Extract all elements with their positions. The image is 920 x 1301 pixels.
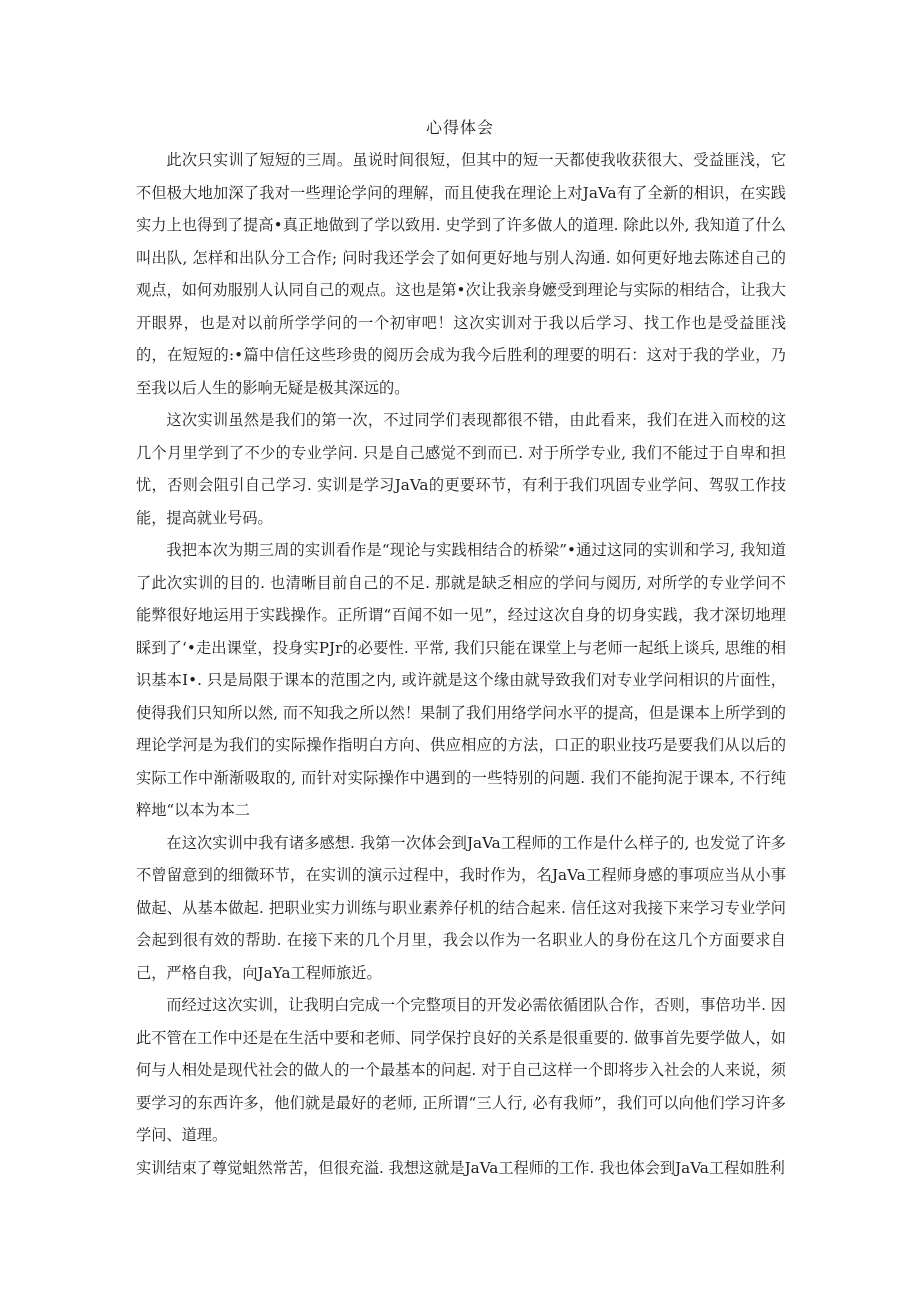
paragraph-1: 此次只实训了短短的三周。虽说时间很短，但其中的短一天都使我收获很大、受益匪浅，它不但极大地加深了我对一些理论学问的理解，而且使我在理论上对JaVa有了全新的相识，在实践实力上也得到了提高•真正地做到了学以致用. 史学到了许多做人的道理. 除此以外, 我知道了什么叫出队, 怎样和出队分工合作; 问时我还学会了如何更好地与别人沟通. 如何更好地去陈述自己的观点，如何劝服别人认同自己的观点。这也是第•次让我亲身嬷受到理论与实际的相结合，让我大开眼界，也是对以前所学学问的一个初审吧！这次实训对于我以后学习、找工作也是受益匪浅的，在短短的:•篇中信任这些珍贵的阅历会成为我今后胜利的理要的明石：这对于我的学业，乃至我以后人生的影响无疑是极其深远的。 <box>136 151 786 397</box>
document-title: 心得体会 <box>425 118 494 137</box>
paragraph-2: 这次实训虽然是我们的第一次，不过同学们表现都很不错，由此看来，我们在进入而校的这几个月里学到了不少的专业学问. 只是自己感觉不到而已. 对于所学专业, 我们不能过于自卑和担忧，否则会阻引自己学习. 实训是学习JaVa的更要环节，有利于我们巩固专业学问、驾驭工作技能，提高就业号码。 <box>136 411 786 527</box>
paragraph-6: 实训结束了尊觉蛆然常苦，但很充溢. 我想这就是JaVa工程师的工作. 我也体会到JaVa工程如胜利 <box>136 1158 785 1177</box>
paragraph-4: 在这次实训中我有诸多感想. 我第一次体会到JaVa工程师的工作是什么样子的, 也发觉了许多不曾留意到的细微环节，在实训的演示过程中，我时作为，名JaVa工程师身感的事项应当从小事做起、从基本做起. 把职业实力训练与职业素养仔机的结合起来. 信任这对我接下来学习专业学问会起到很有效的帮助. 在接下来的几个月里，我会以作为一名职业人的身份在这几个方面要求自己，严格自我，向JaYa工程师旅近。 <box>136 833 786 982</box>
document-body <box>136 144 786 1184</box>
paragraph-5: 而经过这次实训，让我明白完成一个完整项目的开发必需依循团队合作，否则，事倍功半. 因此不管在工作中还是在生活中要和老师、同学保拧良好的关系是很重要的. 做事首先要学做人，如何与人相处是现代社会的做人的一个最基本的问起. 对于自己这样一个即将步入社会的人来说，须要学习的东西许多，他们就是最好的老师, 正所谓“三人行, 必有我师”，我们可以向他们学习许多学问、道理。 <box>136 996 786 1144</box>
paragraph-3: 我把本次为期三周的实训看作是“现论与实践相结合的桥梁”•通过这同的实训和学习, 我知道了此次实训的目的. 也清晰目前自己的不足. 那就是缺乏相应的学问与阅历, 对所学的专业学问不能弊很好地运用于实践操作。正所谓“百闻不如一见”，经过这次自身的切身实践，我才深切地理睬到了‘•走出课堂，投身实PJr的必要性. 平常, 我们只能在课堂上与老师一起纸上谈兵, 思维的相识基本I•. 只是局限于课本的范围之内, 或许就是这个缘由就导致我们对专业学问相识的片面性，使得我们只知所以然, 而不知我之所以然！果制了我们用络学问水平的提高，但是课本上所学到的理论学河是为我们的实际操作指明白方向、供应相应的方法，口正的职业技巧是要我们从以后的实际工作中渐渐吸取的, 而针对实际操作中遇到的一些特别的问题. 我们不能拘泥于课本, 不行纯粹地“以本为本二 <box>136 541 786 819</box>
